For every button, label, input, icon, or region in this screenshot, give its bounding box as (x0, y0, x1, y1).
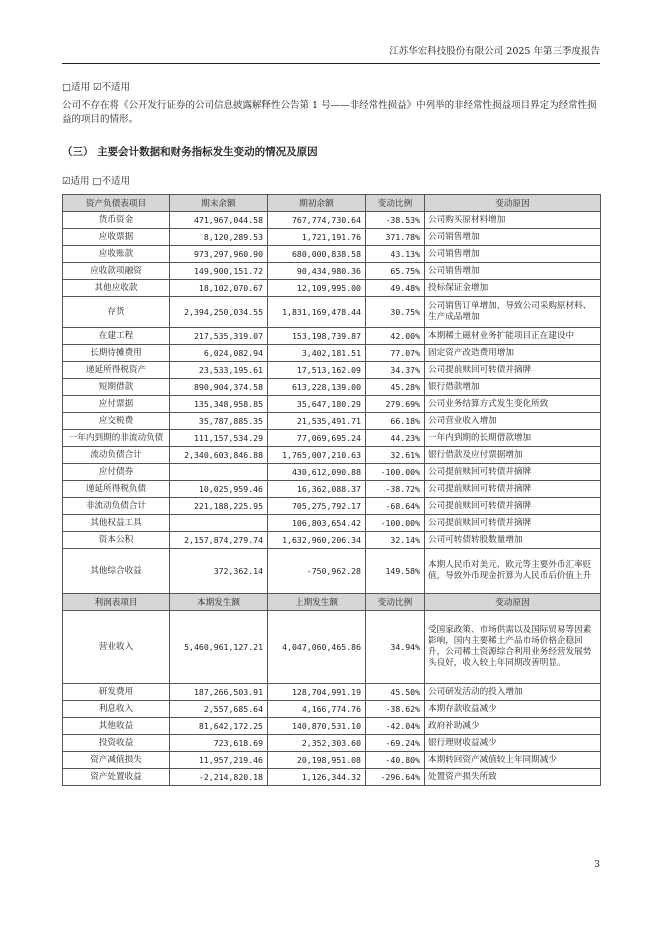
table-cell: 128,704,991.19 (268, 684, 366, 701)
table-cell (170, 464, 268, 481)
table-row (63, 297, 601, 328)
table-row (63, 447, 601, 464)
table-cell: 77,069,695.24 (268, 430, 366, 447)
table-row (63, 701, 601, 718)
table-cell: 公司业务结算方式发生变化所致 (425, 396, 601, 413)
table-cell: -42.04% (366, 718, 425, 735)
table-cell: 公司销售订单增加，导致公司采购原材料、生产成品增加 (425, 297, 601, 328)
table-row (63, 532, 601, 549)
table-cell: -40.80% (366, 752, 425, 769)
table-cell: 371.78% (366, 229, 425, 246)
table-cell: 其他综合收益 (63, 549, 170, 594)
table-cell: 140,870,531.10 (268, 718, 366, 735)
table-cell: 一年内到期的非流动负债 (63, 430, 170, 447)
section-title: （三） 主要会计数据和财务指标发生变动的情况及原因 (62, 146, 318, 158)
table-cell: 45.50% (366, 684, 425, 701)
table-cell: 公司营业收入增加 (425, 413, 601, 430)
table-cell: 公司销售增加 (425, 263, 601, 280)
table-cell: 111,157,534.29 (170, 430, 268, 447)
table-cell: 应收票据 (63, 229, 170, 246)
table-cell: -69.24% (366, 735, 425, 752)
table-row (63, 684, 601, 701)
table-cell: 43.13% (366, 246, 425, 263)
table-cell: 11,957,219.46 (170, 752, 268, 769)
table-cell: 613,228,139.00 (268, 379, 366, 396)
table-row (63, 362, 601, 379)
table-cell: 680,000,838.58 (268, 246, 366, 263)
column-header: 期末余额 (170, 195, 268, 212)
table-cell: 106,803,654.42 (268, 515, 366, 532)
table-cell: 应收账款 (63, 246, 170, 263)
table-row (63, 263, 601, 280)
table-cell: 3,402,181.51 (268, 345, 366, 362)
table-cell: 应付债券 (63, 464, 170, 481)
table-cell: 递延所得税负债 (63, 481, 170, 498)
table-cell: 35,647,180.29 (268, 396, 366, 413)
table-cell: 投标保证金增加 (425, 280, 601, 297)
table-cell: -2,214,820.18 (170, 769, 268, 786)
table-row (63, 718, 601, 735)
table-row (63, 549, 601, 594)
table-cell: 资本公积 (63, 532, 170, 549)
table-cell: 149.58% (366, 549, 425, 594)
table-cell: 2,340,603,846.88 (170, 447, 268, 464)
table-cell: 公司提前赎回可转债并摘牌 (425, 515, 601, 532)
table-cell: 1,126,344.32 (268, 769, 366, 786)
table-cell: 2,557,685.64 (170, 701, 268, 718)
table-cell: 4,166,774.76 (268, 701, 366, 718)
table-cell: 银行借款及应付票据增加 (425, 447, 601, 464)
table-row (63, 280, 601, 297)
column-header: 变动原因 (425, 594, 601, 611)
table-cell: 23,533,195.61 (170, 362, 268, 379)
page-header (62, 44, 600, 64)
table-cell: 公司研发活动的投入增加 (425, 684, 601, 701)
applicability-check-1: □适用 ☑不适用 (62, 82, 131, 93)
table-row (63, 430, 601, 447)
table-cell: 其他权益工具 (63, 515, 170, 532)
table-cell: 公司提前赎回可转债并摘牌 (425, 464, 601, 481)
table-cell: 1,831,169,478.44 (268, 297, 366, 328)
table-cell: 149,900,151.72 (170, 263, 268, 280)
table-cell: 2,157,874,279.74 (170, 532, 268, 549)
table-row (63, 752, 601, 769)
table-cell: 32.61% (366, 447, 425, 464)
table-row (63, 735, 601, 752)
table-cell (170, 515, 268, 532)
column-header: 资产负债表项目 (63, 195, 170, 212)
table-cell: 银行理财收益减少 (425, 735, 601, 752)
table-cell: 77.07% (366, 345, 425, 362)
changes-table-body (63, 195, 601, 786)
table-cell: 1,721,191.76 (268, 229, 366, 246)
table-cell: 货币资金 (63, 212, 170, 229)
table-cell: 长期待摊费用 (63, 345, 170, 362)
table-cell: 受国家政策、市场供需以及国际贸易等因素影响，国内主要稀土产品市场价格企稳回升，公司稀土资源综合利用业务经营发展势头良好，收入较上年同期改善明显。 (425, 611, 601, 684)
table-cell: 187,266,503.91 (170, 684, 268, 701)
table-cell: 应交税费 (63, 413, 170, 430)
table-cell: -68.64% (366, 498, 425, 515)
column-header: 变动原因 (425, 195, 601, 212)
table-cell: 20,198,951.08 (268, 752, 366, 769)
income-header-row (63, 594, 601, 611)
balance-header-row (63, 195, 601, 212)
table-cell: 银行借款增加 (425, 379, 601, 396)
table-cell: 135,348,958.85 (170, 396, 268, 413)
table-cell: 430,612,090.88 (268, 464, 366, 481)
table-cell: 投资收益 (63, 735, 170, 752)
table-cell: 372,362.14 (170, 549, 268, 594)
column-header: 变动比例 (366, 594, 425, 611)
table-cell: 34.37% (366, 362, 425, 379)
table-cell: 处置资产损失所致 (425, 769, 601, 786)
table-cell: 153,198,739.87 (268, 328, 366, 345)
table-cell: 其他应收款 (63, 280, 170, 297)
table-cell: 本期稀土磁材业务扩能项目正在建设中 (425, 328, 601, 345)
table-cell: 公司销售增加 (425, 246, 601, 263)
table-cell: 应收款项融资 (63, 263, 170, 280)
table-cell: 公司可转债转股数量增加 (425, 532, 601, 549)
table-cell: 44.23% (366, 430, 425, 447)
table-cell: 471,967,044.58 (170, 212, 268, 229)
table-cell: 17,513,162.09 (268, 362, 366, 379)
table-cell: 短期借款 (63, 379, 170, 396)
table-cell: 90,434,980.36 (268, 263, 366, 280)
table-cell: 12,109,995.00 (268, 280, 366, 297)
table-cell: 705,275,792.17 (268, 498, 366, 515)
table-cell: 一年内到期的长期借款增加 (425, 430, 601, 447)
table-cell: 资产处置收益 (63, 769, 170, 786)
table-cell: 81,642,172.25 (170, 718, 268, 735)
table-cell: 公司购买原材料增加 (425, 212, 601, 229)
table-row (63, 246, 601, 263)
table-cell: 1,632,960,206.34 (268, 532, 366, 549)
table-row (63, 396, 601, 413)
table-cell: 32.14% (366, 532, 425, 549)
table-cell: 65.75% (366, 263, 425, 280)
table-cell: 政府补助减少 (425, 718, 601, 735)
table-cell: 2,394,250,034.55 (170, 297, 268, 328)
table-cell: 公司销售增加 (425, 229, 601, 246)
table-cell: 研发费用 (63, 684, 170, 701)
table-row (63, 498, 601, 515)
table-cell: 35,787,885.35 (170, 413, 268, 430)
table-cell: 固定资产改造费用增加 (425, 345, 601, 362)
table-cell: -38.62% (366, 701, 425, 718)
table-cell: 公司提前赎回可转债并摘牌 (425, 362, 601, 379)
table-row (63, 345, 601, 362)
table-cell: 49.48% (366, 280, 425, 297)
table-row (63, 328, 601, 345)
table-cell: 在建工程 (63, 328, 170, 345)
table-cell: 30.75% (366, 297, 425, 328)
table-row (63, 464, 601, 481)
table-cell: 资产减值损失 (63, 752, 170, 769)
table-row (63, 212, 601, 229)
table-cell: 本期转回资产减值较上年同期减少 (425, 752, 601, 769)
table-cell: 973,297,960.90 (170, 246, 268, 263)
table-row (63, 481, 601, 498)
table-row (63, 515, 601, 532)
table-cell: 营业收入 (63, 611, 170, 684)
table-cell: -296.64% (366, 769, 425, 786)
table-cell: 66.18% (366, 413, 425, 430)
table-cell: 利息收入 (63, 701, 170, 718)
table-row (63, 769, 601, 786)
table-cell: 890,904,374.58 (170, 379, 268, 396)
table-cell: 42.00% (366, 328, 425, 345)
table-cell: 6,024,082.94 (170, 345, 268, 362)
table-row (63, 611, 601, 684)
changes-table (62, 194, 601, 786)
table-cell: 767,774,730.64 (268, 212, 366, 229)
table-cell: 8,120,289.53 (170, 229, 268, 246)
nonrecurring-paragraph: 公司不存在将《公开发行证券的公司信息披露解释性公告第 1 号——非经常性损益》中列举的非经常性损益项目界定为经常性损益的项目的情形。 (62, 100, 597, 125)
column-header: 本期发生额 (170, 594, 268, 611)
table-cell: 流动负债合计 (63, 447, 170, 464)
table-cell: 本期人民币对美元、欧元等主要外币汇率贬值，导致外币现金折算为人民币后价值上升 (425, 549, 601, 594)
table-cell: 10,025,959.46 (170, 481, 268, 498)
table-cell: 存货 (63, 297, 170, 328)
column-header: 利润表项目 (63, 594, 170, 611)
applicability-check-2: ☑适用 □不适用 (62, 176, 131, 187)
table-cell: 16,362,088.37 (268, 481, 366, 498)
table-cell: 非流动负债合计 (63, 498, 170, 515)
table-cell: 34.94% (366, 611, 425, 684)
table-cell: 递延所得税资产 (63, 362, 170, 379)
table-cell: -38.72% (366, 481, 425, 498)
table-cell: 217,535,319.07 (170, 328, 268, 345)
table-cell: 221,188,225.95 (170, 498, 268, 515)
table-cell: 公司提前赎回可转债并摘牌 (425, 481, 601, 498)
table-cell: 21,535,491.71 (268, 413, 366, 430)
header-title: 江苏华宏科技股份有限公司 2025 年第三季度报告 (389, 46, 600, 57)
table-cell: -750,962.28 (268, 549, 366, 594)
table-cell: 本期存款收益减少 (425, 701, 601, 718)
table-cell: 应付票据 (63, 396, 170, 413)
table-cell: 公司提前赎回可转债并摘牌 (425, 498, 601, 515)
column-header: 变动比例 (366, 195, 425, 212)
table-cell: 723,618.69 (170, 735, 268, 752)
table-cell: 279.69% (366, 396, 425, 413)
table-cell: -100.00% (366, 515, 425, 532)
table-row (63, 379, 601, 396)
column-header: 期初余额 (268, 195, 366, 212)
table-cell: 5,460,961,127.21 (170, 611, 268, 684)
column-header: 上期发生额 (268, 594, 366, 611)
table-cell: 4,047,060,465.86 (268, 611, 366, 684)
table-cell: 18,102,070.67 (170, 280, 268, 297)
table-row (63, 229, 601, 246)
table-row (63, 413, 601, 430)
table-cell: 1,765,007,210.63 (268, 447, 366, 464)
table-cell: 2,352,303.60 (268, 735, 366, 752)
table-cell: -38.53% (366, 212, 425, 229)
table-cell: -100.00% (366, 464, 425, 481)
table-cell: 其他收益 (63, 718, 170, 735)
page-number: 3 (594, 860, 600, 870)
table-cell: 45.28% (366, 379, 425, 396)
